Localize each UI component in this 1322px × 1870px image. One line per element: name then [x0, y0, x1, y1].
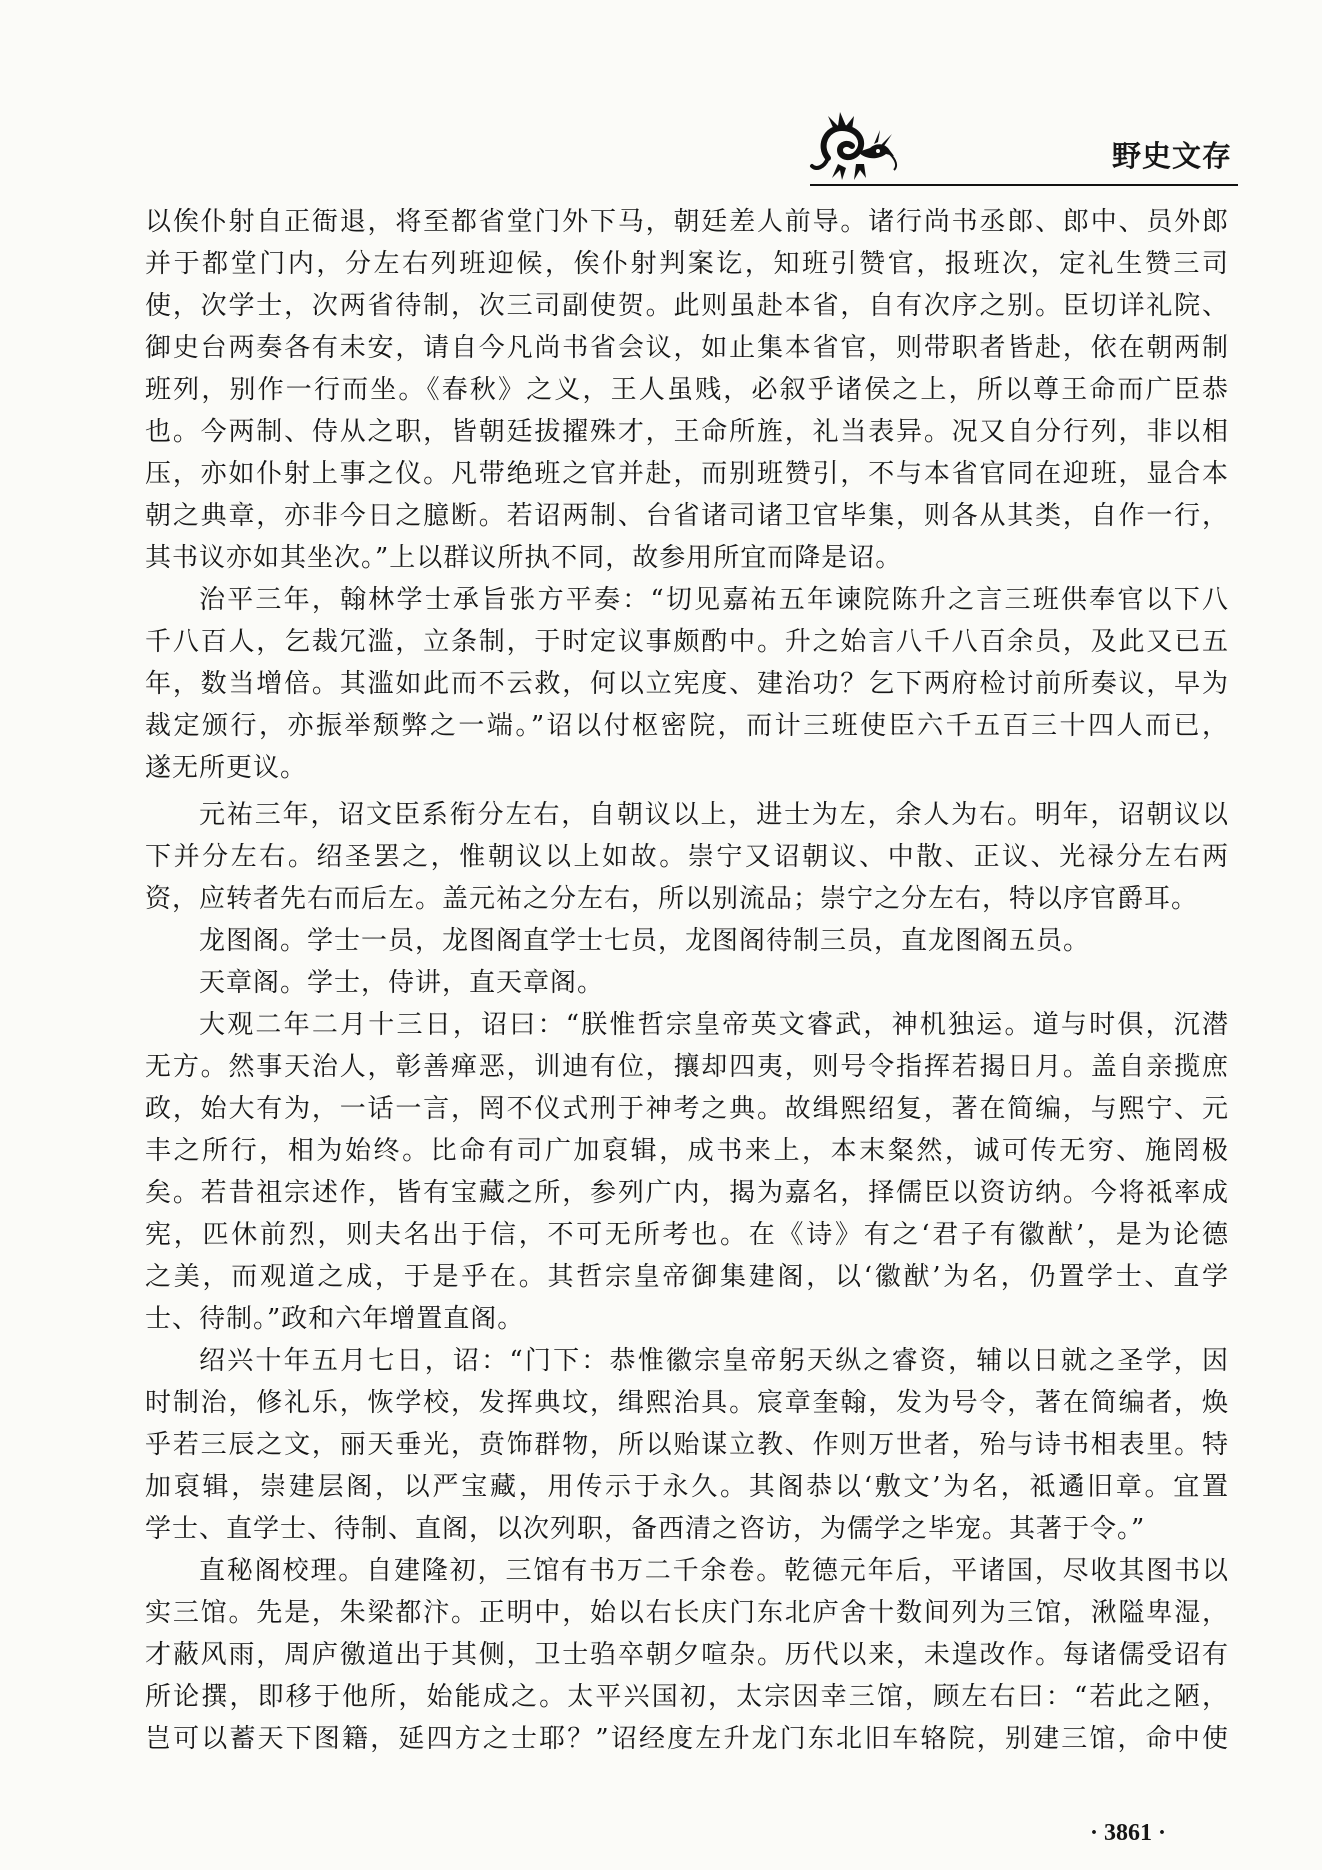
- header-rule: [810, 184, 1238, 186]
- line-text: 所论撰，即移于他所，始能成之。太平兴国初，太宗因幸三馆，顾左右曰：“若此之陋，: [145, 1682, 1231, 1712]
- text-line: [145, 1424, 1228, 1466]
- text-line: [145, 243, 1231, 285]
- line-text: 直秘阁校理。自建隆初，三馆有书万二千余卷。乾德元年后，平诸国，尽收其图书以: [199, 1556, 1230, 1586]
- text-line: [145, 1340, 1231, 1382]
- line-text: 元祐三年，诏文臣系衔分左右，自朝议以上，进士为左，余人为右。明年，诏朝议以: [199, 800, 1230, 830]
- text-line: [145, 201, 1228, 243]
- text-line: [145, 920, 1228, 962]
- paragraph: [145, 579, 1231, 789]
- text-line: [145, 411, 1228, 453]
- paragraph: [145, 794, 1231, 920]
- line-text: 天章阁。学士，侍讲，直天章阁。: [199, 968, 605, 998]
- line-text: 大观二年二月十三日，诏曰：“朕惟哲宗皇帝英文睿武，神机独运。道与时俱，沉潜: [199, 1010, 1231, 1040]
- text-line: [145, 1298, 1228, 1340]
- paragraph: [145, 962, 1228, 1004]
- text-line: [145, 1088, 1228, 1130]
- text-line: [145, 579, 1231, 621]
- text-line: [145, 1130, 1231, 1172]
- paragraph: [145, 201, 1231, 579]
- text-line: [145, 1256, 1231, 1298]
- line-text: 岂可以蓄天下图籍，延四方之士耶？”诏经度左升龙门东北旧车辂院，别建三馆，命中使: [145, 1724, 1231, 1754]
- text-line: [145, 1676, 1231, 1718]
- text-line: [145, 285, 1228, 327]
- line-text: 学士、直学士、待制、直阁，以次列职，备西清之咨访，为儒学之毕宠。其著于令。”: [145, 1514, 1146, 1544]
- paragraph: [145, 1340, 1231, 1550]
- body-text: [145, 201, 1231, 1760]
- text-line: [145, 537, 1228, 579]
- line-text: 朝之典章，亦非今日之臆断。若诏两制、台省诸司诸卫官毕集，则各从其类，自作一行，: [145, 501, 1230, 531]
- line-text: 宪，匹休前烈，则夫名出于信，不可无所考也。在《诗》有之‘君子有徽猷’，是为论德: [145, 1220, 1231, 1250]
- line-text: 乎若三辰之文，丽天垂光，贲饰群物，所以贻谋立教、作则万世者，殆与诗书相表里。特: [145, 1430, 1230, 1460]
- line-text: 千八百人，乞裁冗滥，立条制，于时定议事颇酌中。升之始言八千八百余员，及此又已五: [145, 627, 1230, 657]
- text-line: [145, 962, 1228, 1004]
- text-line: [145, 705, 1231, 747]
- text-line: [145, 1004, 1231, 1046]
- paragraph: [145, 1004, 1231, 1340]
- line-text: 治平三年，翰林学士承旨张方平奏：“切见嘉祐五年谏院陈升之言三班供奉官以下八: [199, 585, 1231, 615]
- line-text: 裁定颁行，亦振举颓弊之一端。”诏以付枢密院，而计三班使臣六千五百三十四人而已，: [145, 711, 1231, 741]
- text-line: [145, 1634, 1228, 1676]
- line-text: 龙图阁。学士一员，龙图阁直学士七员，龙图阁待制三员，直龙图阁五员。: [199, 926, 1091, 956]
- text-line: [145, 369, 1231, 411]
- text-line: [145, 327, 1228, 369]
- line-text: 以俟仆射自正衙退，将至都省堂门外下马，朝廷差人前导。诸行尚书丞郎、郎中、员外郎: [145, 207, 1230, 237]
- dragon-icon: [808, 108, 900, 184]
- text-line: [145, 836, 1231, 878]
- line-text: 使，次学士，次两省待制，次三司副使贺。此则虽赴本省，自有次序之别。臣切详礼院、: [145, 291, 1230, 321]
- line-text: 下并分左右。绍圣罢之，惟朝议以上如故。崇宁又诏朝议、中散、正议、光禄分左右两: [145, 842, 1231, 872]
- line-text: 御史台两奏各有未安，请自今凡尚书省会议，如止集本省官，则带职者皆赴，依在朝两制: [145, 333, 1230, 363]
- line-text: 丰之所行，相为始终。比命有司广加裒辑，成书来上，本末粲然，诚可传无穷、施罔极: [145, 1136, 1231, 1166]
- line-text: 压，亦如仆射上事之仪。凡带绝班之官并赴，而别班赞引，不与本省官同在迎班，显合本: [145, 459, 1230, 489]
- text-line: [145, 1172, 1228, 1214]
- text-line: [145, 1466, 1231, 1508]
- text-line: [145, 878, 1228, 920]
- line-text: 其书议亦如其坐次。”上以群议所执不同，故参用所宜而降是诏。: [145, 543, 903, 573]
- line-text: 才蔽风雨，周庐徼道出于其侧，卫士驺卒朝夕喧杂。历代以来，未遑改作。每诸儒受诏有: [145, 1640, 1230, 1670]
- line-text: 政，始大有为，一话一言，罔不仪式刑于神考之典。故缉熙绍复，著在简编，与熙宁、元: [145, 1094, 1230, 1124]
- line-text: 资，应转者先右而后左。盖元祐之分左右，所以别流品；崇宁之分左右，特以序官爵耳。: [145, 884, 1199, 914]
- line-text: 遂无所更议。: [145, 753, 308, 783]
- text-line: [145, 495, 1228, 537]
- line-text: 无方。然事天治人，彰善瘅恶，训迪有位，攘却四夷，则号令指挥若揭日月。盖自亲揽庶: [145, 1052, 1230, 1082]
- text-line: [145, 747, 1228, 789]
- text-line: [145, 1550, 1228, 1592]
- running-header-title: 野史文存: [1111, 139, 1232, 173]
- line-text: 实三馆。先是，朱梁都汴。正明中，始以右长庆门东北庐舍十数间列为三馆，湫隘卑湿，: [145, 1598, 1230, 1628]
- line-text: 班列，别作一行而坐。《春秋》之义，王人虽贱，必叙乎诸侯之上，所以尊王命而广臣恭: [145, 375, 1231, 405]
- text-line: [145, 1214, 1231, 1256]
- text-line: [145, 1046, 1228, 1088]
- text-line: [145, 663, 1228, 705]
- line-text: 也。今两制、侍从之职，皆朝廷拔擢殊才，王命所旌，礼当表异。况又自分行列，非以相: [145, 417, 1230, 447]
- line-text: 绍兴十年五月七日，诏：“门下：恭惟徽宗皇帝躬天纵之睿资，辅以日就之圣学，因: [199, 1346, 1231, 1376]
- text-line: [145, 1718, 1231, 1760]
- text-line: [145, 453, 1228, 495]
- text-line: [145, 1592, 1228, 1634]
- text-line: [145, 1508, 1228, 1550]
- line-text: 时制治，修礼乐，恢学校，发挥典坟，缉熙治具。宸章奎翰，发为号令，著在简编者，焕: [145, 1388, 1230, 1418]
- line-text: 之美，而观道之成，于是乎在。其哲宗皇帝御集建阁，以‘徽猷’为名，仍置学士、直学: [145, 1262, 1231, 1292]
- line-text: 年，数当增倍。其滥如此而不云救，何以立宪度、建治功？乞下两府检讨前所奏议，早为: [145, 669, 1230, 699]
- text-line: [145, 1382, 1228, 1424]
- line-text: 并于都堂门内，分左右列班迎候，俟仆射判案讫，知班引赞官，报班次，定礼生赞三司: [145, 249, 1231, 279]
- line-text: 士、待制。”政和六年增置直阁。: [145, 1304, 525, 1334]
- text-line: [145, 621, 1228, 663]
- text-line: [145, 794, 1228, 836]
- page-number: · 3861 ·: [1089, 1820, 1166, 1846]
- paragraph: [145, 920, 1228, 962]
- line-text: 矣。若昔祖宗述作，皆有宝藏之所，参列广内，揭为嘉名，择儒臣以资访纳。今将祗率成: [145, 1178, 1230, 1208]
- line-text: 加裒辑，崇建层阁，以严宝藏，用传示于永久。其阁恭以‘敷文’为名，祗遹旧章。宜置: [145, 1472, 1231, 1502]
- paragraph: [145, 1550, 1231, 1760]
